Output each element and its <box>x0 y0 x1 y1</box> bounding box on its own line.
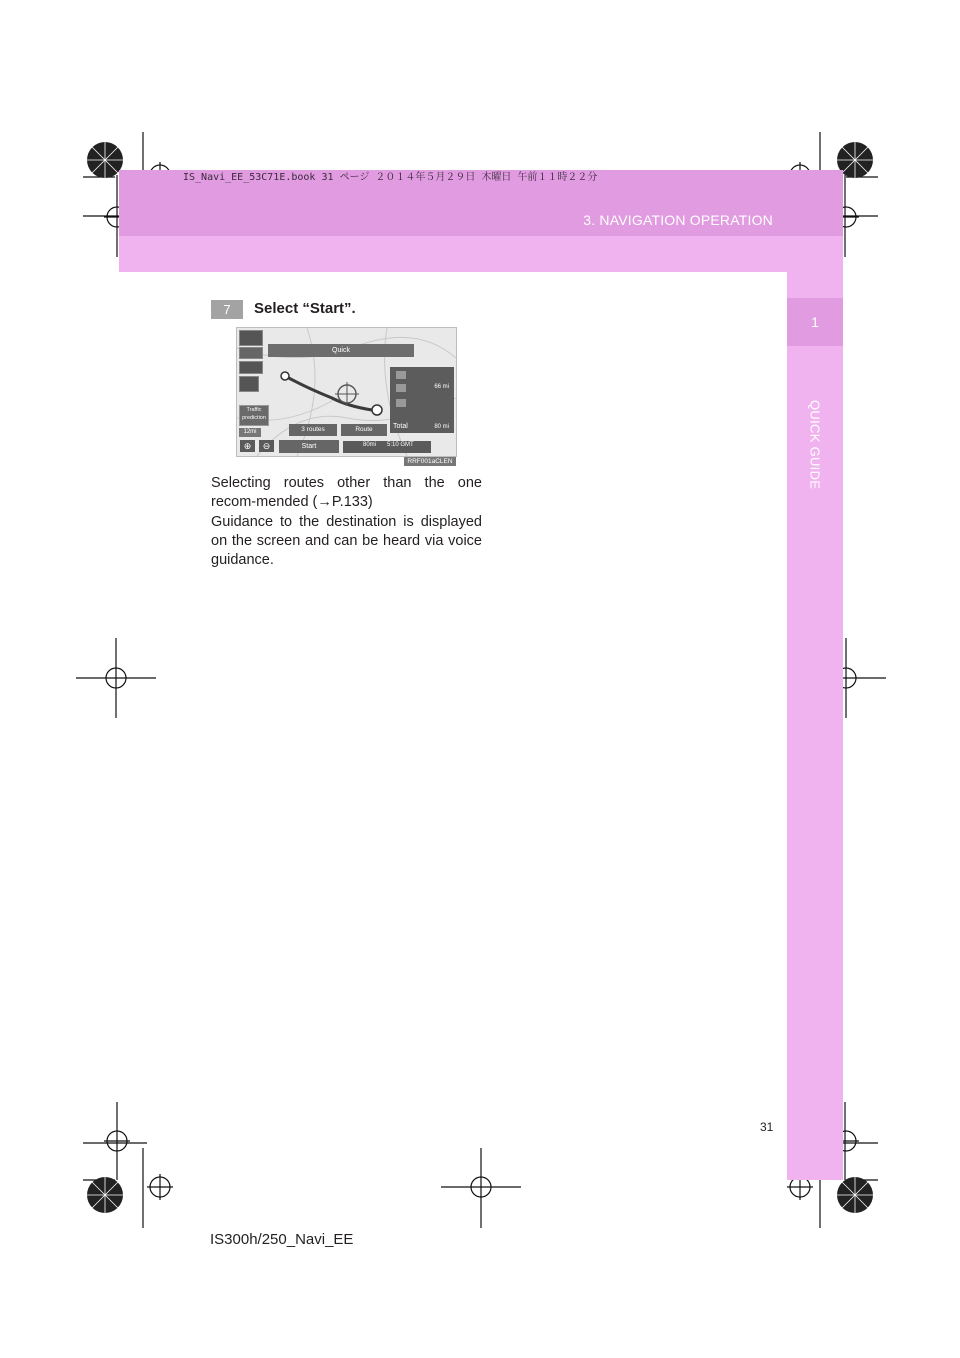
map-mode-icon[interactable] <box>239 347 263 359</box>
routes-button[interactable]: 3 routes <box>289 424 337 436</box>
zoom-in-icon[interactable]: ⊕ <box>240 440 255 452</box>
file-info: IS_Navi_EE_53C71E.book 31 ページ ２０１４年５月２９日 木曜日 午前１１時２２分 <box>183 172 598 183</box>
model-code: IS300h/250_Navi_EE <box>210 1231 354 1248</box>
section-title: 3. NAVIGATION OPERATION <box>583 212 773 228</box>
navigation-screenshot <box>236 327 457 457</box>
eta-time: 5:10 GMT <box>387 442 414 448</box>
quick-route-label: Quick <box>268 344 414 357</box>
route-info-panel <box>390 367 454 433</box>
poi-icon[interactable] <box>239 361 263 374</box>
start-button[interactable]: Start <box>279 440 339 453</box>
person-icon[interactable] <box>239 376 259 392</box>
distance-total: 80 mi <box>434 424 449 430</box>
step-number: 7 <box>211 300 243 319</box>
chapter-number: 1 <box>811 314 819 330</box>
road-icon <box>396 384 406 392</box>
step-instruction: Select “Start”. <box>254 300 356 317</box>
header-subband-right <box>787 236 843 272</box>
route-button[interactable]: Route <box>341 424 387 436</box>
total-label: Total <box>393 423 408 430</box>
toll-icon <box>396 399 406 407</box>
eta-bar <box>343 441 431 453</box>
zoom-out-icon[interactable]: ⊖ <box>259 440 274 452</box>
image-code: RRF001aCLEN <box>404 457 456 466</box>
traffic-prediction-button[interactable]: Traffic prediction <box>239 405 269 426</box>
chapter-label: QUICK GUIDE <box>807 400 823 490</box>
header-subband <box>119 236 787 272</box>
compass-icon[interactable] <box>239 330 263 346</box>
paragraph-other-routes: Selecting routes other than the one recom-mended (→P.133) <box>211 475 482 510</box>
highway-icon <box>396 371 406 379</box>
page-number: 31 <box>760 1120 774 1134</box>
distance-bottom: 80mi <box>363 442 377 448</box>
distance-1: 66 mi <box>434 384 449 390</box>
paragraph-guidance: Guidance to the destination is displayed on the screen and can be heard via voice guidance. <box>211 514 482 568</box>
scale-indicator: 12mi <box>239 428 261 437</box>
